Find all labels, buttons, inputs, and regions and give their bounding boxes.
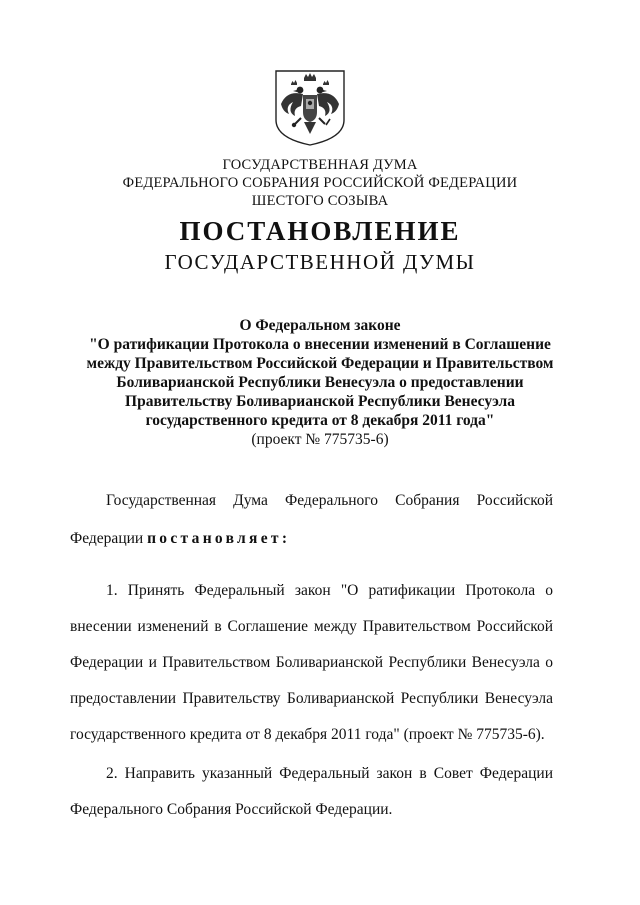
preamble-line-2-start: Федерации (70, 530, 148, 547)
law-heading (40, 316, 600, 449)
item1-line-4: предоставлении Правительству Боливарианской Республики Венесуэла (70, 690, 553, 707)
header-line-1: ГОСУДАРСТВЕННАЯ ДУМА (222, 157, 418, 173)
preamble-line-2 (70, 530, 290, 548)
header-line-3: ШЕСТОГО СОЗЫВА (251, 193, 389, 209)
document-subtitle: ГОСУДАРСТВЕННОЙ ДУМЫ (164, 250, 476, 274)
item1-line-2: внесении изменений в Соглашение между Правительством Российской (70, 618, 553, 635)
coat-of-arms-icon (273, 68, 347, 148)
law-heading-line-2: "О ратификации Протокола о внесении изменений в Соглашение (89, 336, 551, 353)
project-number: (проект № 775735-6) (251, 431, 389, 448)
item2-line-2: Федерального Собрания Российской Федерации. (70, 801, 393, 818)
item1-line-3: Федерации и Правительством Боливарианской Республики Венесуэла о (70, 654, 553, 671)
resolves-word: постановляет: (147, 530, 291, 547)
issuing-body-header (0, 156, 640, 210)
law-heading-line-3: между Правительством Российской Федерации и Правительством (86, 355, 554, 372)
preamble-line-1: Государственная Дума Федерального Собрания Российской (106, 492, 553, 509)
item1-line-1: 1. Принять Федеральный закон "О ратификации Протокола о (106, 582, 553, 599)
law-heading-line-6: государственного кредита от 8 декабря 2011 года" (145, 412, 495, 429)
header-line-2: ФЕДЕРАЛЬНОГО СОБРАНИЯ РОССИЙСКОЙ ФЕДЕРАЦИИ (122, 175, 518, 191)
law-heading-line-1: О Федеральном законе (239, 317, 401, 334)
item1-line-5: государственного кредита от 8 декабря 2011 года" (проект № 775735-6). (70, 726, 545, 743)
law-heading-line-4: Боливарианской Республики Венесуэла о предоставлении (116, 374, 524, 391)
law-heading-line-5: Правительству Боливарианской Республики Венесуэла (125, 393, 515, 410)
document-title: ПОСТАНОВЛЕНИЕ (179, 216, 461, 246)
item2-line-1: 2. Направить указанный Федеральный закон в Совет Федерации (106, 765, 553, 782)
